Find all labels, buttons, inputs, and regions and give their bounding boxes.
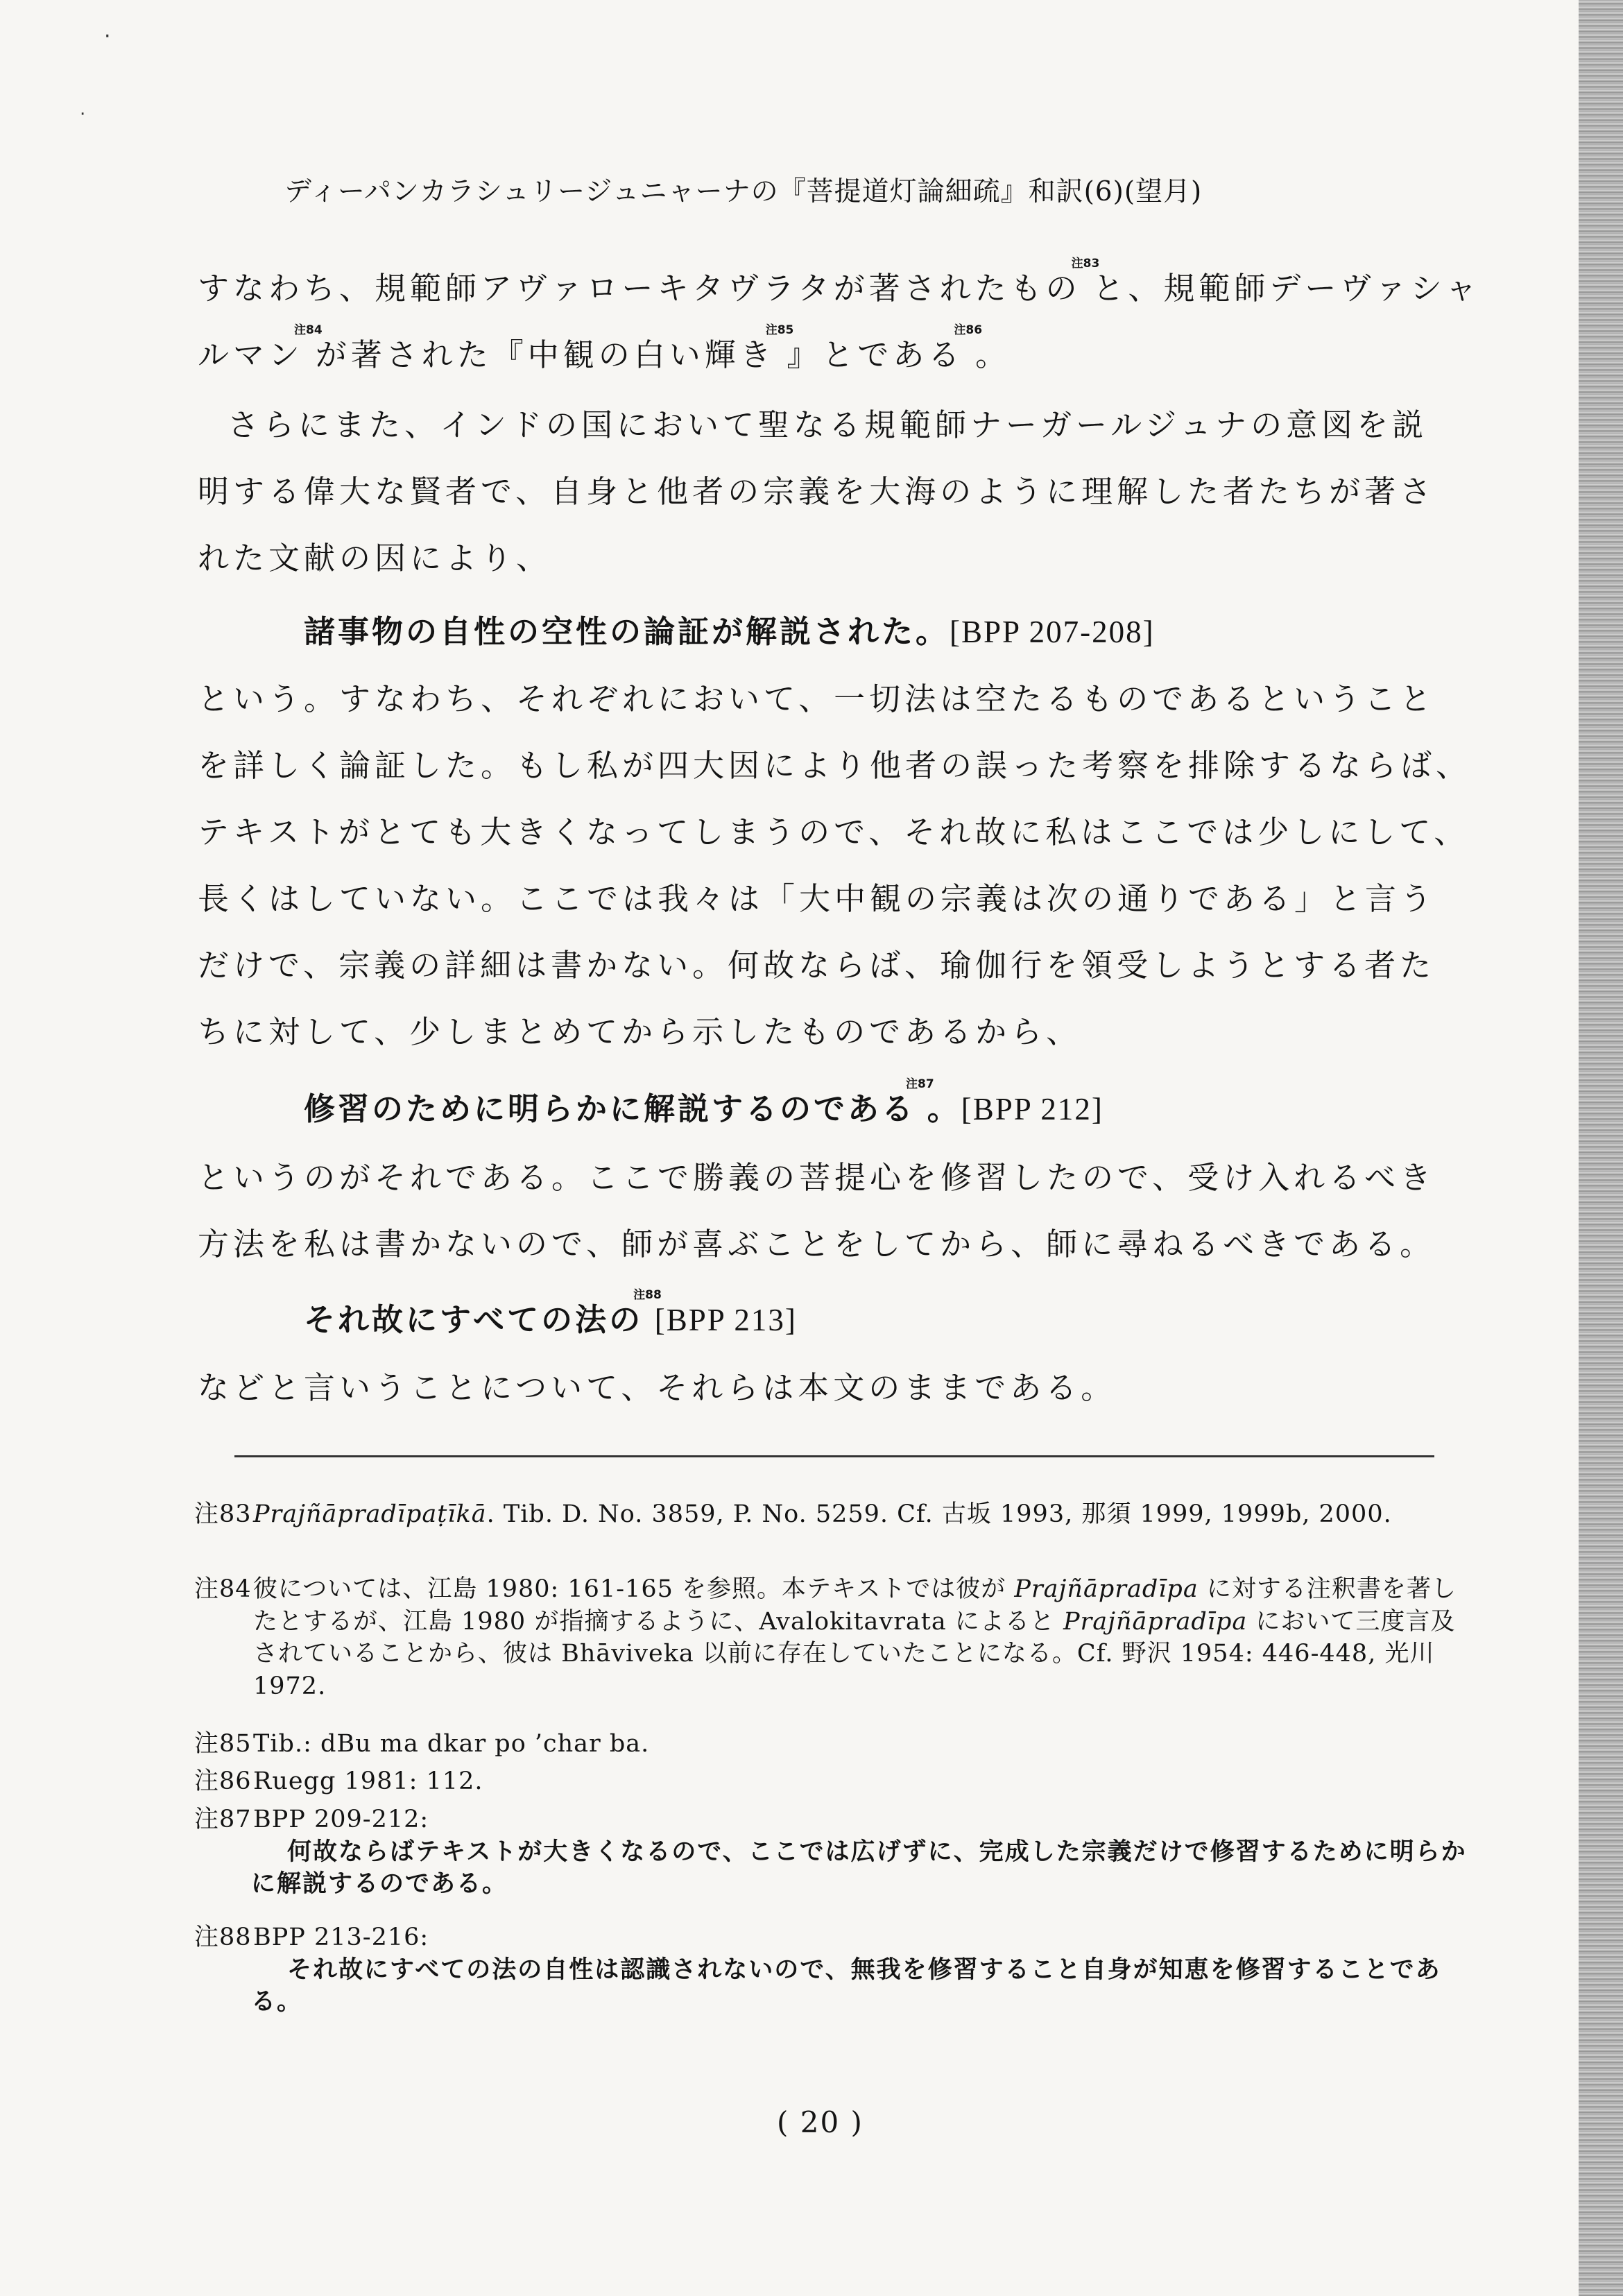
body-line: を詳しく論証した。もし私が四大因により他者の誤った考察を排除するならば、: [198, 747, 1472, 784]
body-line: 明する偉大な賢者で、自身と他者の宗義を大海のように理解した者たちが著さ: [198, 473, 1436, 510]
scan-speck: ·: [104, 24, 111, 49]
scan-edge-shadow: [1579, 0, 1623, 2296]
quoted-verse: 修習のために明らかに解説するのである$^{注87}$。[BPP 212]: [304, 1077, 1104, 1127]
page-number: ( 20 ): [777, 2105, 864, 2139]
body-line: などと言いうことについて、それらは本文のままである。: [198, 1369, 1117, 1406]
footnote-85: 注85 Tib.: dBu ma dkar po ’char ba.: [194, 1730, 650, 1758]
quoted-verse: それ故にすべての法の$^{注88}$[BPP 213]: [304, 1288, 797, 1338]
scan-speck: ·: [80, 104, 86, 125]
footnote-86: 注86 Ruegg 1981: 112.: [194, 1767, 483, 1795]
body-line: だけで、宗義の詳細は書かない。何故ならば、瑜伽行を領受しようとする者た: [198, 947, 1436, 984]
footnote-87: 注87 BPP 209-212: 何故ならばテキストが大きくなるので、ここでは広げずに、完成した宗義だけで修習するために明らかに解説するのである。: [194, 1806, 1467, 1899]
quoted-verse: 諸事物の自性の空性の論証が解説された。[BPP 207-208]: [304, 613, 1155, 650]
footnote-84: 注84 彼については、江島 1980: 161-165 を参照。本テキストでは彼が Prajñāpradīpa に対する注釈書を著したとするが、江島 1980 が指摘するように、Avalokitavrata によると Prajñāpradīpa において三度言及されていることから、彼は Bhāviveka 以前に存在していたことになる。Cf. 野沢 1954: 446-448, 光川 1972.: [194, 1575, 1457, 1700]
note-ref: 注85: [765, 323, 794, 337]
body-line: れた文献の因により、: [198, 540, 552, 576]
body-line: すなわち、規範師アヴァローキタヴラタが著されたもの$^{注83}$と、規範師デーヴァシャ: [198, 257, 1481, 307]
body-line: ルマン$^{注84}$が著された『中観の白い輝き$^{注85}$』とである$^{注86}$。: [198, 323, 1011, 373]
body-line: テキストがとても大きくなってしまうので、それ故に私はここでは少しにして、: [198, 814, 1470, 850]
note-ref: 注83: [1071, 257, 1100, 271]
note-ref: 注86: [954, 323, 983, 337]
running-header: ディーパンカラシュリージュニャーナの『菩提道灯論細疏』和訳(6)(望月): [284, 176, 1203, 207]
body-line: 方法を私は書かないので、師が喜ぶことをしてから、師に尋ねるべきである。: [198, 1226, 1436, 1262]
footnote-83: 注83 Prajñāpradīpaṭīkā. Tib. D. No. 3859, P. No. 5259. Cf. 古坂 1993, 那須 1999, 1999b, 2000.: [194, 1500, 1392, 1528]
body-line: 長くはしていない。ここでは我々は「大中観の宗義は次の通りである」と言う: [198, 880, 1436, 917]
footnote-divider: [234, 1455, 1434, 1457]
footnote-88: 注88 BPP 213-216: それ故にすべての法の自性は認識されないので、無我を修習すること自身が知恵を修習することである。: [194, 1924, 1441, 2016]
note-ref: 注87: [906, 1077, 934, 1091]
body-line: というのがそれである。ここで勝義の菩提心を修習したので、受け入れるべき: [198, 1159, 1436, 1196]
note-ref: 注84: [294, 323, 323, 337]
note-ref: 注88: [633, 1288, 662, 1302]
body-line: さらにまた、インドの国において聖なる規範師ナーガールジュナの意図を説: [227, 406, 1428, 443]
body-line: という。すなわち、それぞれにおいて、一切法は空たるものであるということ: [198, 680, 1436, 717]
body-line: ちに対して、少しまとめてから示したものであるから、: [198, 1013, 1082, 1050]
